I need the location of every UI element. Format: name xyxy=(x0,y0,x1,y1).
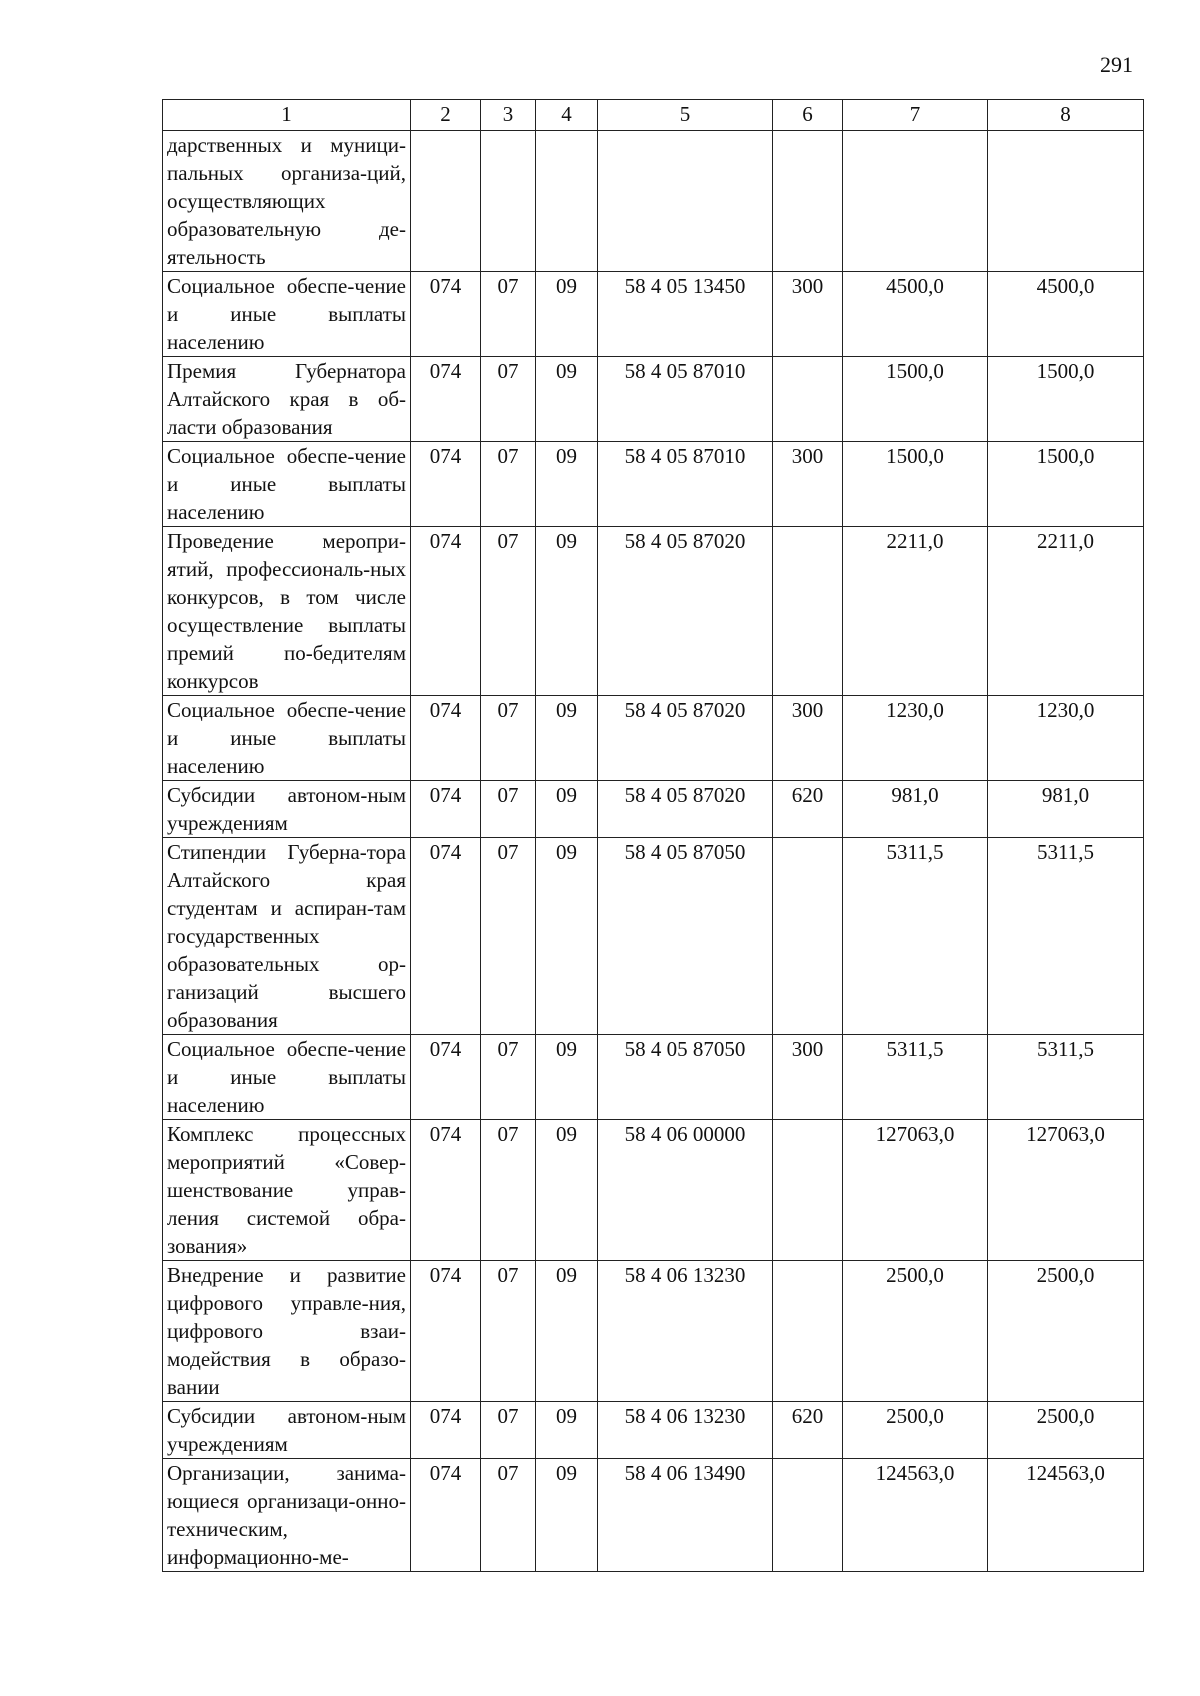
row-description: Организации, занима-ющиеся организаци-онно-техническим, информационно-ме- xyxy=(163,1459,411,1572)
cell-col-3: 07 xyxy=(481,1120,536,1261)
cell-col-4: 09 xyxy=(536,781,598,838)
cell-col-7: 4500,0 xyxy=(843,272,988,357)
cell-col-8: 5311,5 xyxy=(988,838,1144,1035)
cell-col-7: 1500,0 xyxy=(843,442,988,527)
cell-col-6 xyxy=(773,527,843,696)
cell-col-3: 07 xyxy=(481,781,536,838)
cell-col-4: 09 xyxy=(536,1459,598,1572)
budget-table xyxy=(162,99,1144,1572)
row-description: Комплекс процессных мероприятий «Совер-шенствование управ-ления системой обра-зования» xyxy=(163,1120,411,1261)
cell-col-7: 1230,0 xyxy=(843,696,988,781)
cell-col-5: 58 4 05 87050 xyxy=(598,838,773,1035)
cell-col-3: 07 xyxy=(481,527,536,696)
cell-col-3: 07 xyxy=(481,442,536,527)
cell-col-3: 07 xyxy=(481,1402,536,1459)
cell-col-5: 58 4 06 13490 xyxy=(598,1459,773,1572)
cell-col-6 xyxy=(773,1459,843,1572)
column-header: 1 xyxy=(163,100,411,131)
cell-col-2 xyxy=(411,131,481,272)
cell-col-7: 1500,0 xyxy=(843,357,988,442)
table-row xyxy=(163,357,1144,442)
cell-col-5: 58 4 06 13230 xyxy=(598,1402,773,1459)
cell-col-3: 07 xyxy=(481,838,536,1035)
cell-col-2: 074 xyxy=(411,1120,481,1261)
cell-col-6: 620 xyxy=(773,1402,843,1459)
table-row xyxy=(163,272,1144,357)
cell-col-7: 981,0 xyxy=(843,781,988,838)
cell-col-4: 09 xyxy=(536,1035,598,1120)
cell-col-3: 07 xyxy=(481,357,536,442)
table-body xyxy=(163,131,1144,1572)
table-row xyxy=(163,1402,1144,1459)
column-header: 8 xyxy=(988,100,1144,131)
row-description: Социальное обеспе-чение и иные выплаты населению xyxy=(163,272,411,357)
table-row xyxy=(163,442,1144,527)
cell-col-5 xyxy=(598,131,773,272)
cell-col-2: 074 xyxy=(411,1459,481,1572)
cell-col-7 xyxy=(843,131,988,272)
cell-col-5: 58 4 05 87020 xyxy=(598,527,773,696)
cell-col-4: 09 xyxy=(536,272,598,357)
cell-col-7: 2211,0 xyxy=(843,527,988,696)
cell-col-8: 4500,0 xyxy=(988,272,1144,357)
column-header: 6 xyxy=(773,100,843,131)
cell-col-8: 2211,0 xyxy=(988,527,1144,696)
cell-col-7: 2500,0 xyxy=(843,1261,988,1402)
cell-col-7: 124563,0 xyxy=(843,1459,988,1572)
cell-col-4: 09 xyxy=(536,1120,598,1261)
cell-col-4: 09 xyxy=(536,838,598,1035)
cell-col-2: 074 xyxy=(411,781,481,838)
row-description: Стипендии Губерна-тора Алтайского края студентам и аспиран-там государственных образовательных ор-ганизаций высшего образования xyxy=(163,838,411,1035)
cell-col-2: 074 xyxy=(411,838,481,1035)
cell-col-4 xyxy=(536,131,598,272)
cell-col-6: 300 xyxy=(773,272,843,357)
cell-col-2: 074 xyxy=(411,1035,481,1120)
cell-col-6: 300 xyxy=(773,696,843,781)
cell-col-4: 09 xyxy=(536,696,598,781)
table-row xyxy=(163,1261,1144,1402)
column-header: 3 xyxy=(481,100,536,131)
cell-col-3 xyxy=(481,131,536,272)
page-number: 291 xyxy=(1100,52,1133,77)
cell-col-4: 09 xyxy=(536,357,598,442)
cell-col-7: 127063,0 xyxy=(843,1120,988,1261)
cell-col-2: 074 xyxy=(411,272,481,357)
table-row xyxy=(163,527,1144,696)
cell-col-6 xyxy=(773,1120,843,1261)
cell-col-4: 09 xyxy=(536,1402,598,1459)
cell-col-7: 2500,0 xyxy=(843,1402,988,1459)
cell-col-8: 2500,0 xyxy=(988,1402,1144,1459)
row-description: Социальное обеспе-чение и иные выплаты населению xyxy=(163,1035,411,1120)
row-description: Внедрение и развитие цифрового управле-ния, цифрового взаи-модействия в образо-вании xyxy=(163,1261,411,1402)
cell-col-8 xyxy=(988,131,1144,272)
cell-col-2: 074 xyxy=(411,696,481,781)
cell-col-6 xyxy=(773,1261,843,1402)
cell-col-2: 074 xyxy=(411,357,481,442)
cell-col-4: 09 xyxy=(536,527,598,696)
cell-col-8: 127063,0 xyxy=(988,1120,1144,1261)
table-header-row xyxy=(163,100,1144,131)
cell-col-5: 58 4 05 87020 xyxy=(598,696,773,781)
table-row xyxy=(163,1035,1144,1120)
cell-col-6 xyxy=(773,131,843,272)
cell-col-3: 07 xyxy=(481,272,536,357)
column-header: 2 xyxy=(411,100,481,131)
cell-col-5: 58 4 06 13230 xyxy=(598,1261,773,1402)
table-row xyxy=(163,1120,1144,1261)
row-description: Субсидии автоном-ным учреждениям xyxy=(163,781,411,838)
cell-col-2: 074 xyxy=(411,527,481,696)
cell-col-7: 5311,5 xyxy=(843,1035,988,1120)
cell-col-6: 300 xyxy=(773,442,843,527)
table-row xyxy=(163,696,1144,781)
cell-col-8: 124563,0 xyxy=(988,1459,1144,1572)
cell-col-3: 07 xyxy=(481,696,536,781)
cell-col-6 xyxy=(773,357,843,442)
cell-col-5: 58 4 05 87010 xyxy=(598,357,773,442)
cell-col-7: 5311,5 xyxy=(843,838,988,1035)
cell-col-5: 58 4 06 00000 xyxy=(598,1120,773,1261)
cell-col-5: 58 4 05 13450 xyxy=(598,272,773,357)
table-row xyxy=(163,131,1144,272)
cell-col-8: 1230,0 xyxy=(988,696,1144,781)
cell-col-3: 07 xyxy=(481,1035,536,1120)
cell-col-8: 2500,0 xyxy=(988,1261,1144,1402)
cell-col-8: 1500,0 xyxy=(988,357,1144,442)
column-header: 7 xyxy=(843,100,988,131)
column-header: 5 xyxy=(598,100,773,131)
cell-col-4: 09 xyxy=(536,442,598,527)
row-description: дарственных и муници-пальных организа-ций, осуществляющих образовательную де-ятельность xyxy=(163,131,411,272)
cell-col-4: 09 xyxy=(536,1261,598,1402)
cell-col-5: 58 4 05 87020 xyxy=(598,781,773,838)
cell-col-2: 074 xyxy=(411,442,481,527)
row-description: Социальное обеспе-чение и иные выплаты населению xyxy=(163,442,411,527)
row-description: Субсидии автоном-ным учреждениям xyxy=(163,1402,411,1459)
table-row xyxy=(163,781,1144,838)
cell-col-5: 58 4 05 87010 xyxy=(598,442,773,527)
cell-col-6: 620 xyxy=(773,781,843,838)
cell-col-2: 074 xyxy=(411,1402,481,1459)
row-description: Премия Губернатора Алтайского края в об-ласти образования xyxy=(163,357,411,442)
cell-col-8: 1500,0 xyxy=(988,442,1144,527)
row-description: Проведение меропри-ятий, профессиональ-ных конкурсов, в том числе осуществление выплаты премий по-бедителям конкурсов xyxy=(163,527,411,696)
cell-col-6 xyxy=(773,838,843,1035)
cell-col-5: 58 4 05 87050 xyxy=(598,1035,773,1120)
row-description: Социальное обеспе-чение и иные выплаты населению xyxy=(163,696,411,781)
cell-col-8: 5311,5 xyxy=(988,1035,1144,1120)
column-header: 4 xyxy=(536,100,598,131)
cell-col-3: 07 xyxy=(481,1459,536,1572)
table-row xyxy=(163,1459,1144,1572)
table-row xyxy=(163,838,1144,1035)
cell-col-6: 300 xyxy=(773,1035,843,1120)
cell-col-8: 981,0 xyxy=(988,781,1144,838)
cell-col-2: 074 xyxy=(411,1261,481,1402)
cell-col-3: 07 xyxy=(481,1261,536,1402)
